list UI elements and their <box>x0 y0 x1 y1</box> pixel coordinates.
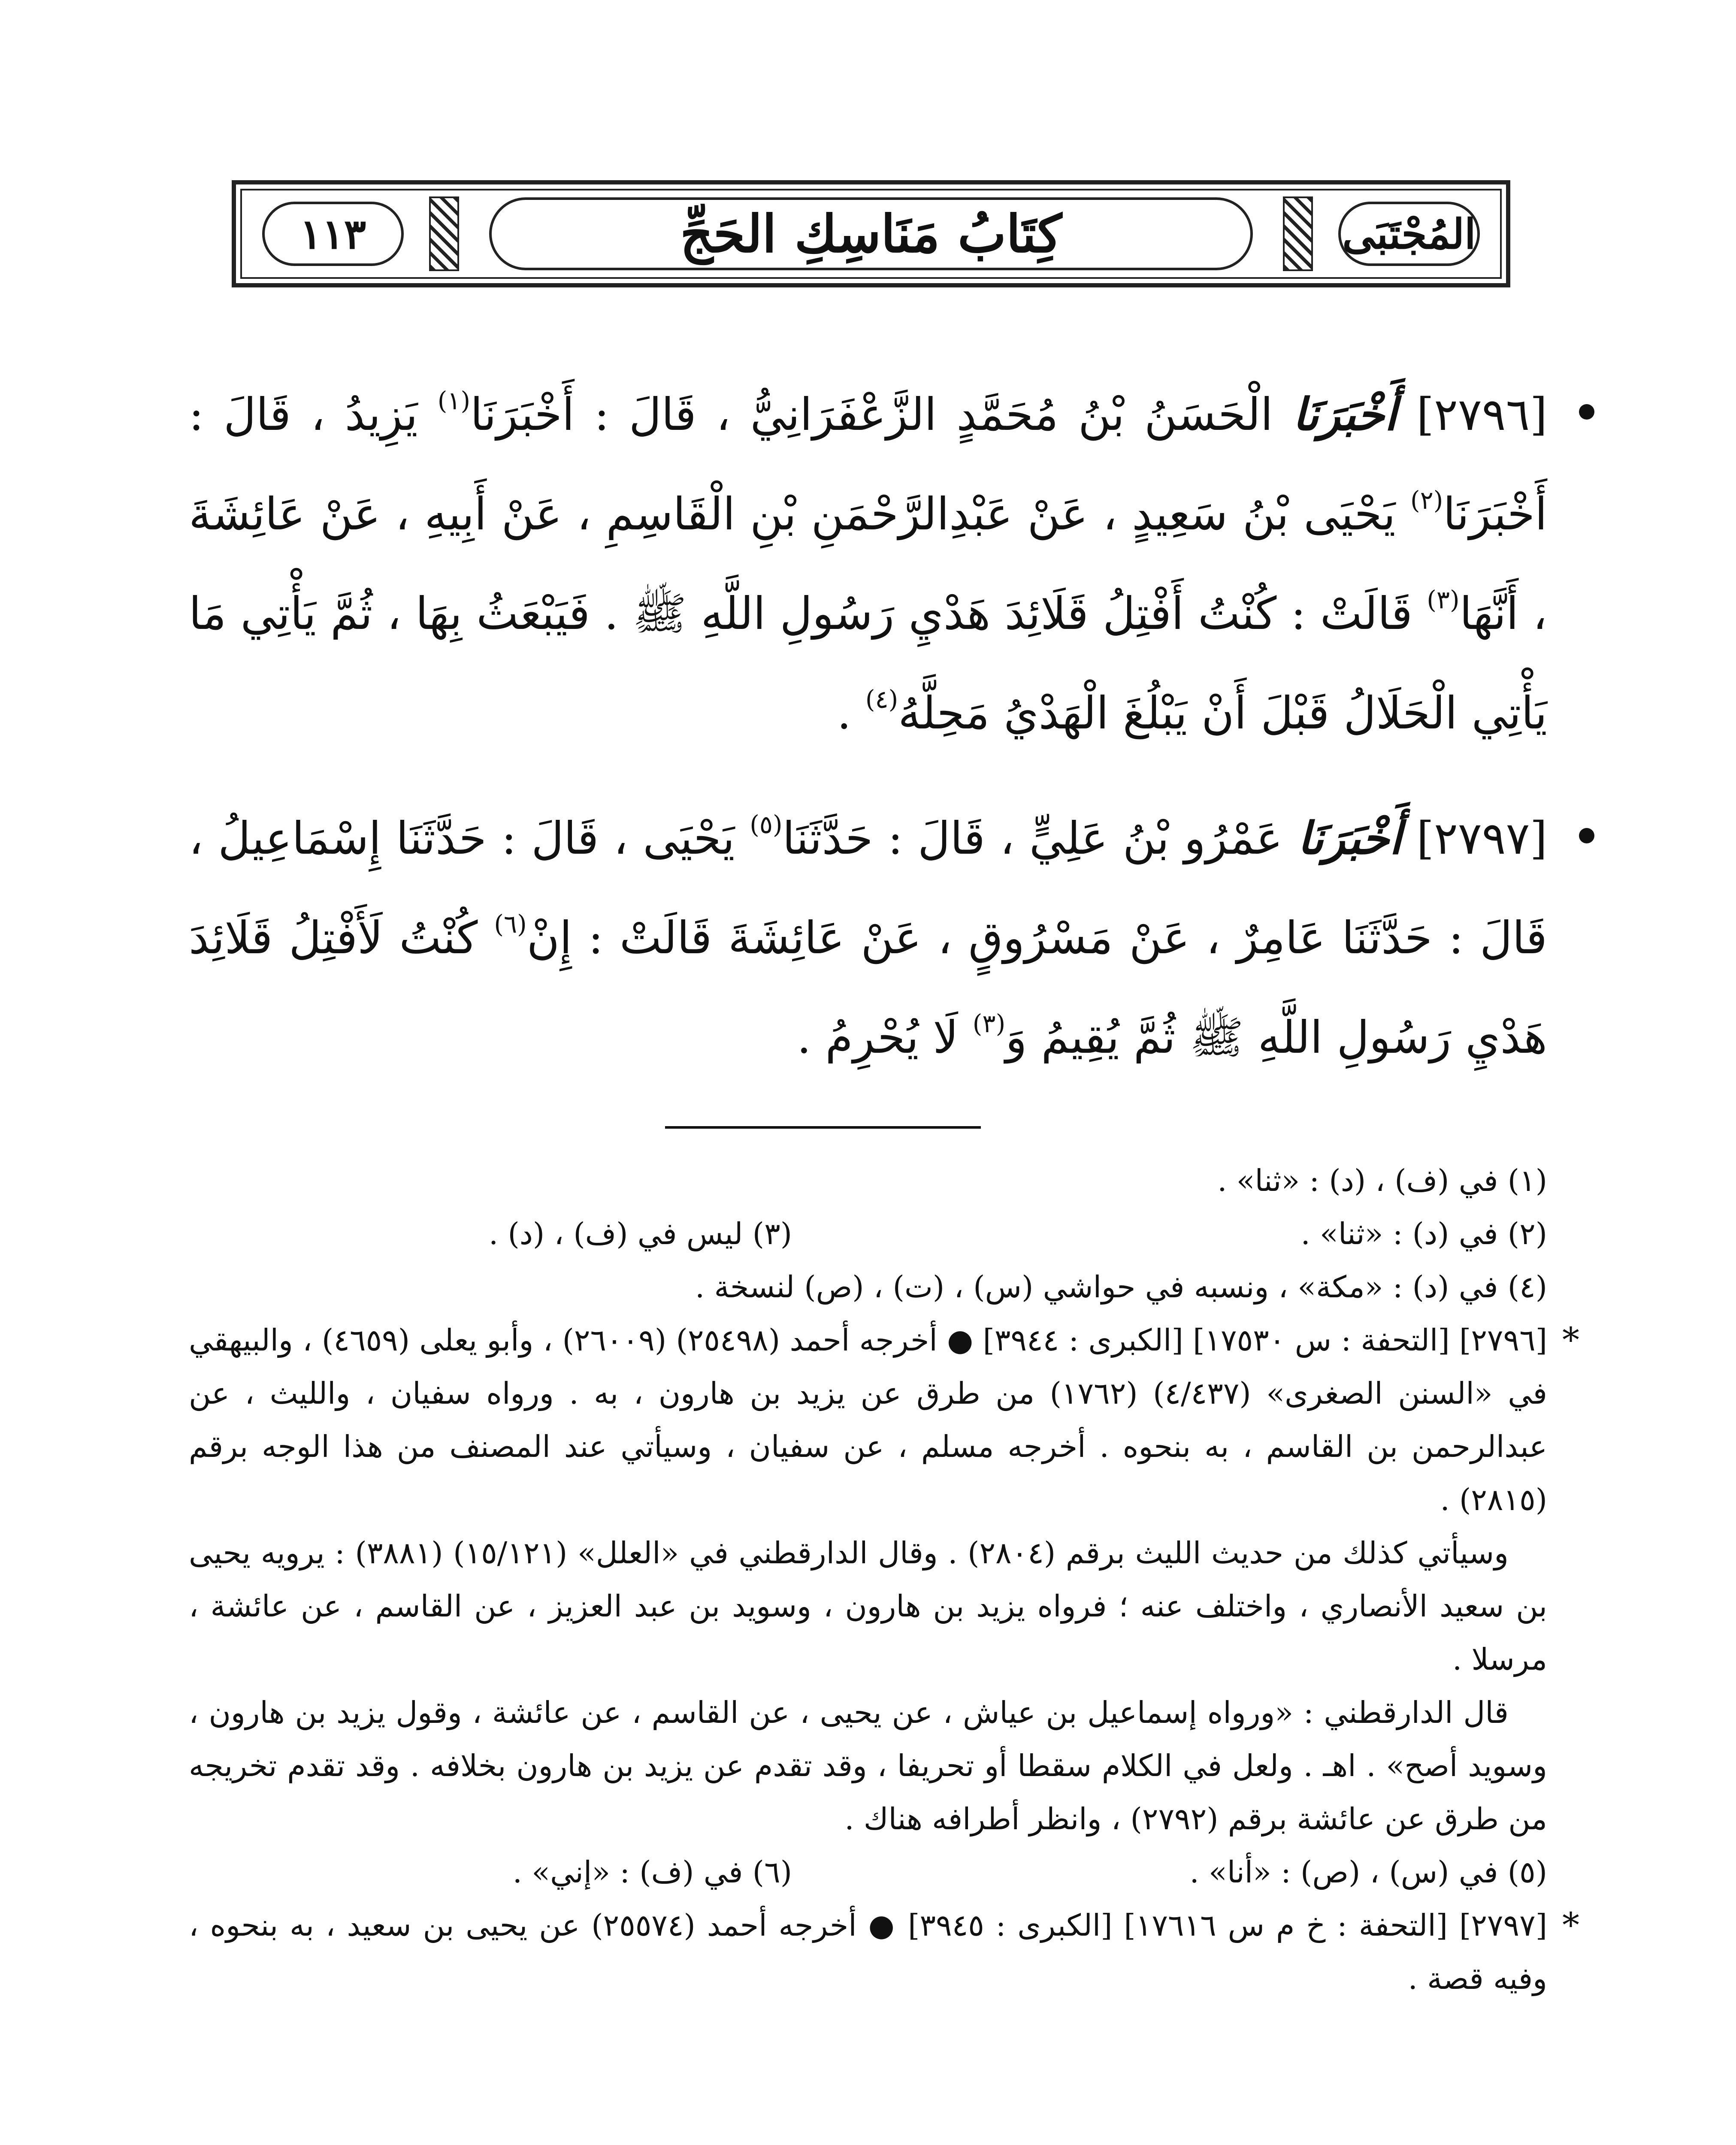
footnote-ref[interactable]: (٢) <box>1410 486 1443 515</box>
chapter-title: كِتَابُ مَنَاسِكِ الحَجِّ <box>489 197 1253 270</box>
footnote-ref[interactable]: (٣) <box>972 1009 1006 1038</box>
hadith-text: قَالَتْ : كُنْتُ أَفْتِلُ قَلَائِدَ هَدْيِ رَسُولِ اللَّهِ ﷺ . فَيَبْعَثُ بِهَا ، ثُمَّ يَأْتِي مَا يَأْتِي الْحَلَالُ قَبْلَ أَنْ يَبْلُغَ الْهَدْيُ مَحِلَّهُ <box>189 587 1547 739</box>
hadith-text: كُنْتُ لَأَفْتِلُ قَلَائِدَ هَدْيِ رَسُولِ اللَّهِ ﷺ ثُمَّ يُقِيمُ وَ <box>189 912 1547 1063</box>
hadith-text: الْحَسَنُ بْنُ مُحَمَّدٍ الزَّعْفَرَانِيُّ ، قَالَ : أَخْبَرَنَا <box>470 388 1273 441</box>
bullet-icon <box>1579 828 1594 843</box>
footnote-4: (٤) في (د) : «مكة» ، ونسبه في حواشي (س) ، (ت) ، (ص) لنسخة . <box>695 1269 1547 1305</box>
takhrij-2796 <box>189 1314 1579 1846</box>
hadith-text: لَا يُحْرِمُ . <box>797 1011 959 1063</box>
akhbarana: أَخْبَرَنَا <box>1297 812 1402 864</box>
footnote-separator <box>665 1126 981 1129</box>
bullet-icon <box>1579 404 1594 420</box>
footnote-ref[interactable]: (١) <box>437 386 471 415</box>
takhrij-text: وسيأتي كذلك من حديث الليث برقم (٢٨٠٤) . وقال الدارقطني في «العلل» (١٥/١٢١) (٣٨٨١) : يرويه يحيى بن سعيد الأنصاري ، واختلف عنه ؛ فرواه يزيد بن هارون ، وسويد بن عبد العزيز ، عن القاسم ، عن عائشة ، مرسلا . <box>189 1535 1547 1677</box>
page-number: ١١٣ <box>262 202 404 266</box>
hadith-number: [٢٧٩٦] <box>1416 388 1548 441</box>
footnote-ref[interactable]: (٥) <box>750 810 783 839</box>
header-page-number-cell <box>243 192 423 275</box>
footnote-2: (٢) في (د) : «ثنا» . <box>1300 1216 1547 1251</box>
footnote-ref[interactable]: (٣) <box>1427 585 1460 614</box>
footnote-5: (٥) في (س) ، (ص) : «أنا» . <box>1189 1855 1547 1890</box>
ornament-icon <box>429 196 459 271</box>
takhrij-text: قال الدارقطني : «ورواه إسماعيل بن عياش ، عن يحيى ، عن القاسم ، عن عائشة ، وقول يزيد بن هارون ، وسويد أصح» . اهـ . ولعل في الكلام سقطا أو تحريفا ، وقد تقدم عن يزيد بن هارون بخلافه . وقد تقدم تخريجه من طرق عن عائشة برقم (٢٧٩٢) ، وانظر أطرافه هناك . <box>189 1695 1547 1837</box>
akhbarana: أَخْبَرَنَا <box>1292 388 1397 441</box>
footnote-row <box>189 1207 1547 1260</box>
hadith-text: يَحْيَى بْنُ سَعِيدٍ ، عَنْ عَبْدِالرَّحْمَنِ بْنِ الْقَاسِمِ ، عَنْ أَبِيهِ ، عَنْ عَائِشَةَ ، أَنَّهَا <box>189 488 1547 640</box>
hadith-2797 <box>189 789 1547 1087</box>
header-title-cell <box>425 192 1317 275</box>
footnote-3: (٣) ليس في (ف) ، (د) . <box>488 1216 792 1251</box>
footnote-ref[interactable]: (٦) <box>494 909 527 939</box>
footnotes <box>189 1154 1579 2005</box>
hadith-2796 <box>189 365 1547 763</box>
asterisk-icon: * <box>1562 1905 1579 1945</box>
footnote-6: (٦) في (ف) : «إني» . <box>512 1855 792 1890</box>
hadith-text: عَمْرُو بْنُ عَلِيٍّ ، قَالَ : حَدَّثَنَا <box>782 812 1283 864</box>
footnote-1: (١) في (ف) ، (د) : «ثنا» . <box>1217 1163 1547 1198</box>
takhrij-text: [٢٧٩٦] [التحفة : س ١٧٥٣٠] [الكبرى : ٣٩٤٤] ● أخرجه أحمد (٢٥٤٩٨) (٢٦٠٠٩) ، وأبو يعلى (٤٦٥٩) ، والبيهقي في «السنن الصغرى» (٤/٤٣٧) (١٧٦٢) من طرق عن يزيد بن هارون ، به . ورواه سفيان ، والليث ، عن عبدالرحمن بن القاسم ، به بنحوه . أخرجه مسلم ، عن سفيان ، وسيأتي عند المصنف من هذا الوجه برقم (٢٨١٥) . <box>189 1323 1548 1517</box>
footnote-row <box>189 1846 1547 1899</box>
hadith-number: [٢٧٩٧] <box>1416 812 1548 864</box>
takhrij-2797 <box>189 1899 1579 2005</box>
main-text <box>189 365 1547 1113</box>
hadith-text: . <box>837 687 851 739</box>
hadith-text: يَزِيدُ ، قَالَ : أَخْبَرَنَا <box>189 388 1548 540</box>
footnote-ref[interactable]: (٤) <box>865 685 898 714</box>
header-book-label-cell <box>1319 192 1499 275</box>
book-label: المُجْتَبَى <box>1338 202 1480 266</box>
takhrij-text: [٢٧٩٧] [التحفة : خ م س ١٧٦١٦] [الكبرى : ٣٩٤٥] ● أخرجه أحمد (٢٥٥٧٤) عن يحيى بن سعيد ، به بنحوه ، وفيه قصة . <box>189 1908 1548 1996</box>
asterisk-icon: * <box>1562 1320 1579 1360</box>
page-header <box>232 180 1510 287</box>
hadith-text: يَحْيَى ، قَالَ : حَدَّثَنَا إِسْمَاعِيلُ ، قَالَ : حَدَّثَنَا عَامِرٌ ، عَنْ مَسْرُوقٍ ، عَنْ عَائِشَةَ قَالَتْ : إِنْ <box>189 812 1547 964</box>
